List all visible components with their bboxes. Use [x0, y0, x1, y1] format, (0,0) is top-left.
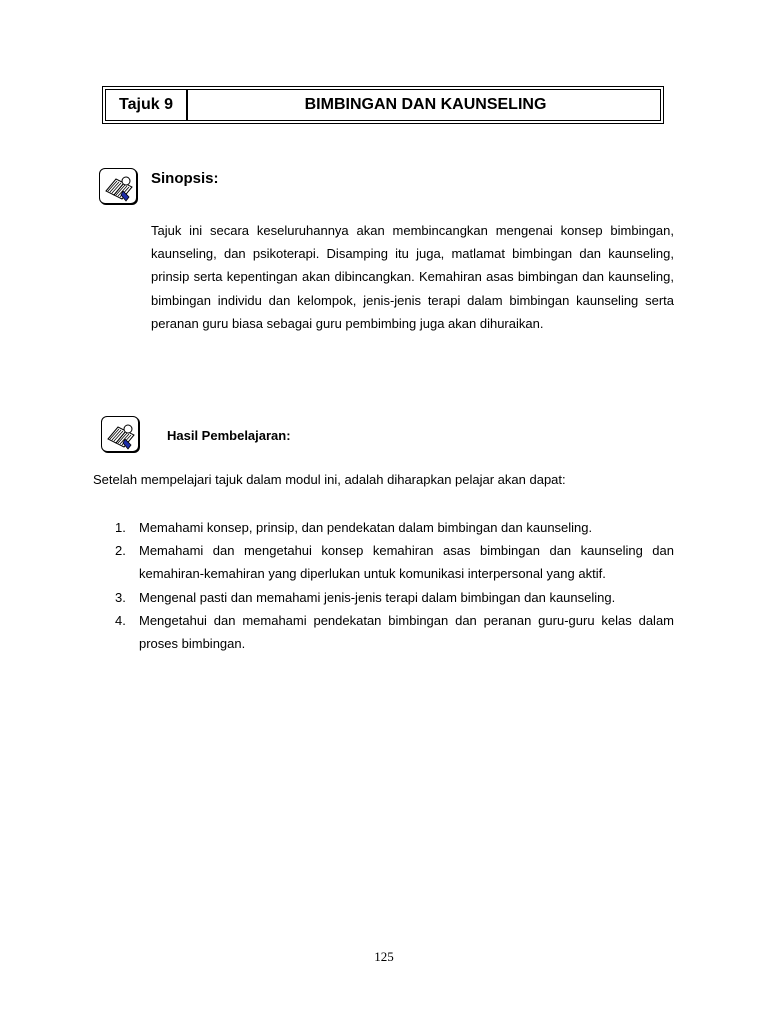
chapter-title: BIMBINGAN DAN KAUNSELING [304, 96, 547, 113]
list-item [93, 609, 674, 655]
learning-outcomes-heading: Hasil Pembelajaran: [167, 428, 291, 443]
list-item-text: Memahami dan mengetahui konsep kemahiran asas bimbingan dan kaunseling dan kemahiran-kemahiran yang diperlukan untuk komunikasi interpersonal yang aktif. [139, 543, 674, 582]
chapter-label: Tajuk 9 [106, 90, 188, 120]
list-item-text: Memahami konsep, prinsip, dan pendekatan dalam bimbingan dan kaunseling. [139, 520, 593, 535]
synopsis-text: Tajuk ini secara keseluruhannya akan membincangkan mengenai konsep bimbingan, kaunseling, dan psikoterapi. Disamping itu juga, matlamat bimbingan dan kaunseling, prinsip serta kepentingan akan dibincangkan. Kemahiran asas bimbingan dan kaunseling, bimbingan individu dan kelompok, jenis-jenis terapi dalam bimbingan kaunseling serta peranan guru biasa sebagai guru pembimbing juga akan dihuraikan. [151, 223, 674, 331]
list-item-number: 3. [115, 589, 126, 605]
book-reading-icon [101, 416, 139, 452]
list-item [93, 539, 674, 585]
synopsis-heading: Sinopsis: [151, 170, 219, 187]
list-item-text: Mengenal pasti dan memahami jenis-jenis terapi dalam bimbingan dan kaunseling. [139, 589, 616, 605]
list-item-number: 2. [115, 543, 126, 559]
list-item [93, 586, 674, 609]
list-item-number: 1. [115, 520, 126, 535]
list-item-text: Mengetahui dan memahami pendekatan bimbingan dan peranan guru-guru kelas dalam proses bimbingan. [139, 612, 674, 652]
book-reading-icon [99, 168, 137, 204]
chapter-title-box [102, 86, 664, 124]
list-item-number: 4. [115, 612, 126, 628]
list-item [93, 516, 674, 539]
learning-outcomes-list [93, 516, 674, 655]
page-number: 125 [374, 949, 394, 964]
learning-outcomes-intro: Setelah mempelajari tajuk dalam modul ini, adalah diharapkan pelajar akan dapat: [93, 472, 566, 487]
